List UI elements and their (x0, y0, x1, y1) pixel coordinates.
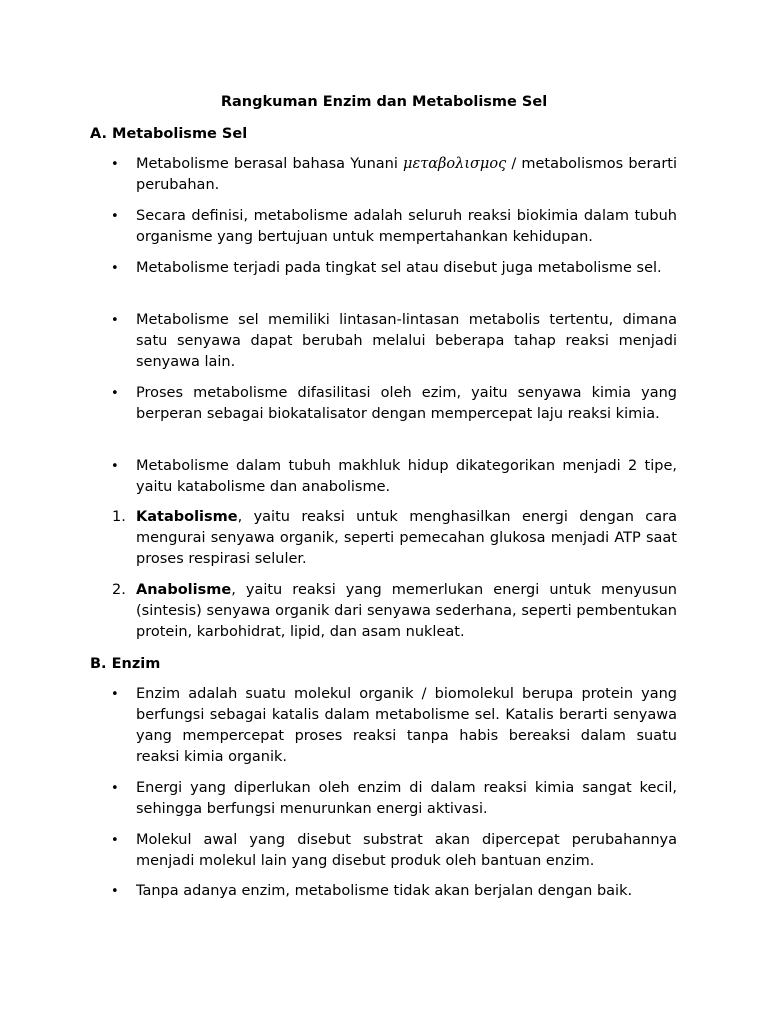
bullet-marker: • (111, 386, 119, 401)
list-item (110, 456, 677, 498)
bullet-marker: • (111, 833, 119, 848)
list-item-text: Metabolisme terjadi pada tingkat sel atau disebut juga metabolisme sel. (136, 260, 662, 276)
list-item-text: Secara definisi, metabolisme adalah seluruh reaksi biokimia dalam tubuh organisme yang bertujuan untuk mempertahankan kehidupan. (136, 208, 677, 245)
list-item-text (136, 580, 677, 643)
greek-term: μεταβολισμος (403, 156, 507, 172)
number-marker: 1. (112, 509, 126, 525)
list-item (110, 154, 677, 196)
list-item (110, 383, 677, 425)
list-item (110, 881, 677, 902)
list-item-text (136, 507, 677, 570)
document-title: Rangkuman Enzim dan Metabolisme Sel (220, 94, 548, 110)
list-item (110, 258, 677, 279)
bullet-marker: • (111, 781, 119, 796)
list-item (110, 684, 677, 768)
text-segment: Metabolisme berasal bahasa Yunani (136, 156, 404, 172)
bullet-marker: • (111, 157, 119, 172)
numbered-item (110, 507, 677, 570)
section-heading-enzim: B. Enzim (90, 656, 161, 672)
bullet-marker: • (111, 209, 119, 224)
text-segment: , yaitu reaksi yang memerlukan energi untuk menyusun (sintesis) senyawa organik dari senyawa sederhana, seperti pembentukan protein, karbohidrat, lipid, dan asam nukleat. (136, 582, 677, 640)
bullet-marker: • (111, 884, 119, 899)
list-item-text: Enzim adalah suatu molekul organik / biomolekul berupa protein yang berfungsi sebagai katalis dalam metabolisme sel. Katalis berarti senyawa yang mempercepat proses reaksi tanpa habis bereaksi dalam suatu reaksi kimia organik. (136, 686, 677, 765)
list-item-text: Metabolisme dalam tubuh makhluk hidup dikategorikan menjadi 2 tipe, yaitu katabolisme dan anabolisme. (136, 458, 677, 495)
list-item (110, 206, 677, 248)
list-item (110, 830, 677, 872)
list-item (110, 310, 677, 373)
list-item (110, 778, 677, 820)
term-katabolisme: Katabolisme (136, 509, 238, 525)
list-item-text: Proses metabolisme difasilitasi oleh ezim, yaitu senyawa kimia yang berperan sebagai biokatalisator dengan mempercepat laju reaksi kimia. (136, 385, 677, 422)
section-heading-metabolisme-sel: A. Metabolisme Sel (90, 126, 248, 142)
list-item-text (136, 154, 677, 196)
text-segment: / metabolismos berarti perubahan. (136, 156, 677, 193)
list-item-text: Molekul awal yang disebut substrat akan dipercepat perubahannya menjadi molekul lain yang disebut produk oleh bantuan enzim. (136, 832, 677, 869)
list-item-text: Tanpa adanya enzim, metabolisme tidak akan berjalan dengan baik. (136, 883, 633, 899)
term-anabolisme: Anabolisme (136, 582, 232, 598)
bullet-marker: • (111, 459, 119, 474)
number-marker: 2. (112, 582, 126, 598)
text-segment: , yaitu reaksi untuk menghasilkan energi dengan cara mengurai senyawa organik, seperti pemecahan glukosa menjadi ATP saat proses respirasi seluler. (136, 509, 677, 567)
bullet-marker: • (111, 261, 119, 276)
bullet-marker: • (111, 313, 119, 328)
bullet-marker: • (111, 687, 119, 702)
list-item-text: Metabolisme sel memiliki lintasan-lintasan metabolis tertentu, dimana satu senyawa dapat berubah melalui beberapa tahap reaksi menjadi senyawa lain. (136, 312, 677, 370)
list-item-text: Energi yang diperlukan oleh enzim di dalam reaksi kimia sangat kecil, sehingga berfungsi menurunkan energi aktivasi. (136, 780, 677, 817)
numbered-item (110, 580, 677, 643)
